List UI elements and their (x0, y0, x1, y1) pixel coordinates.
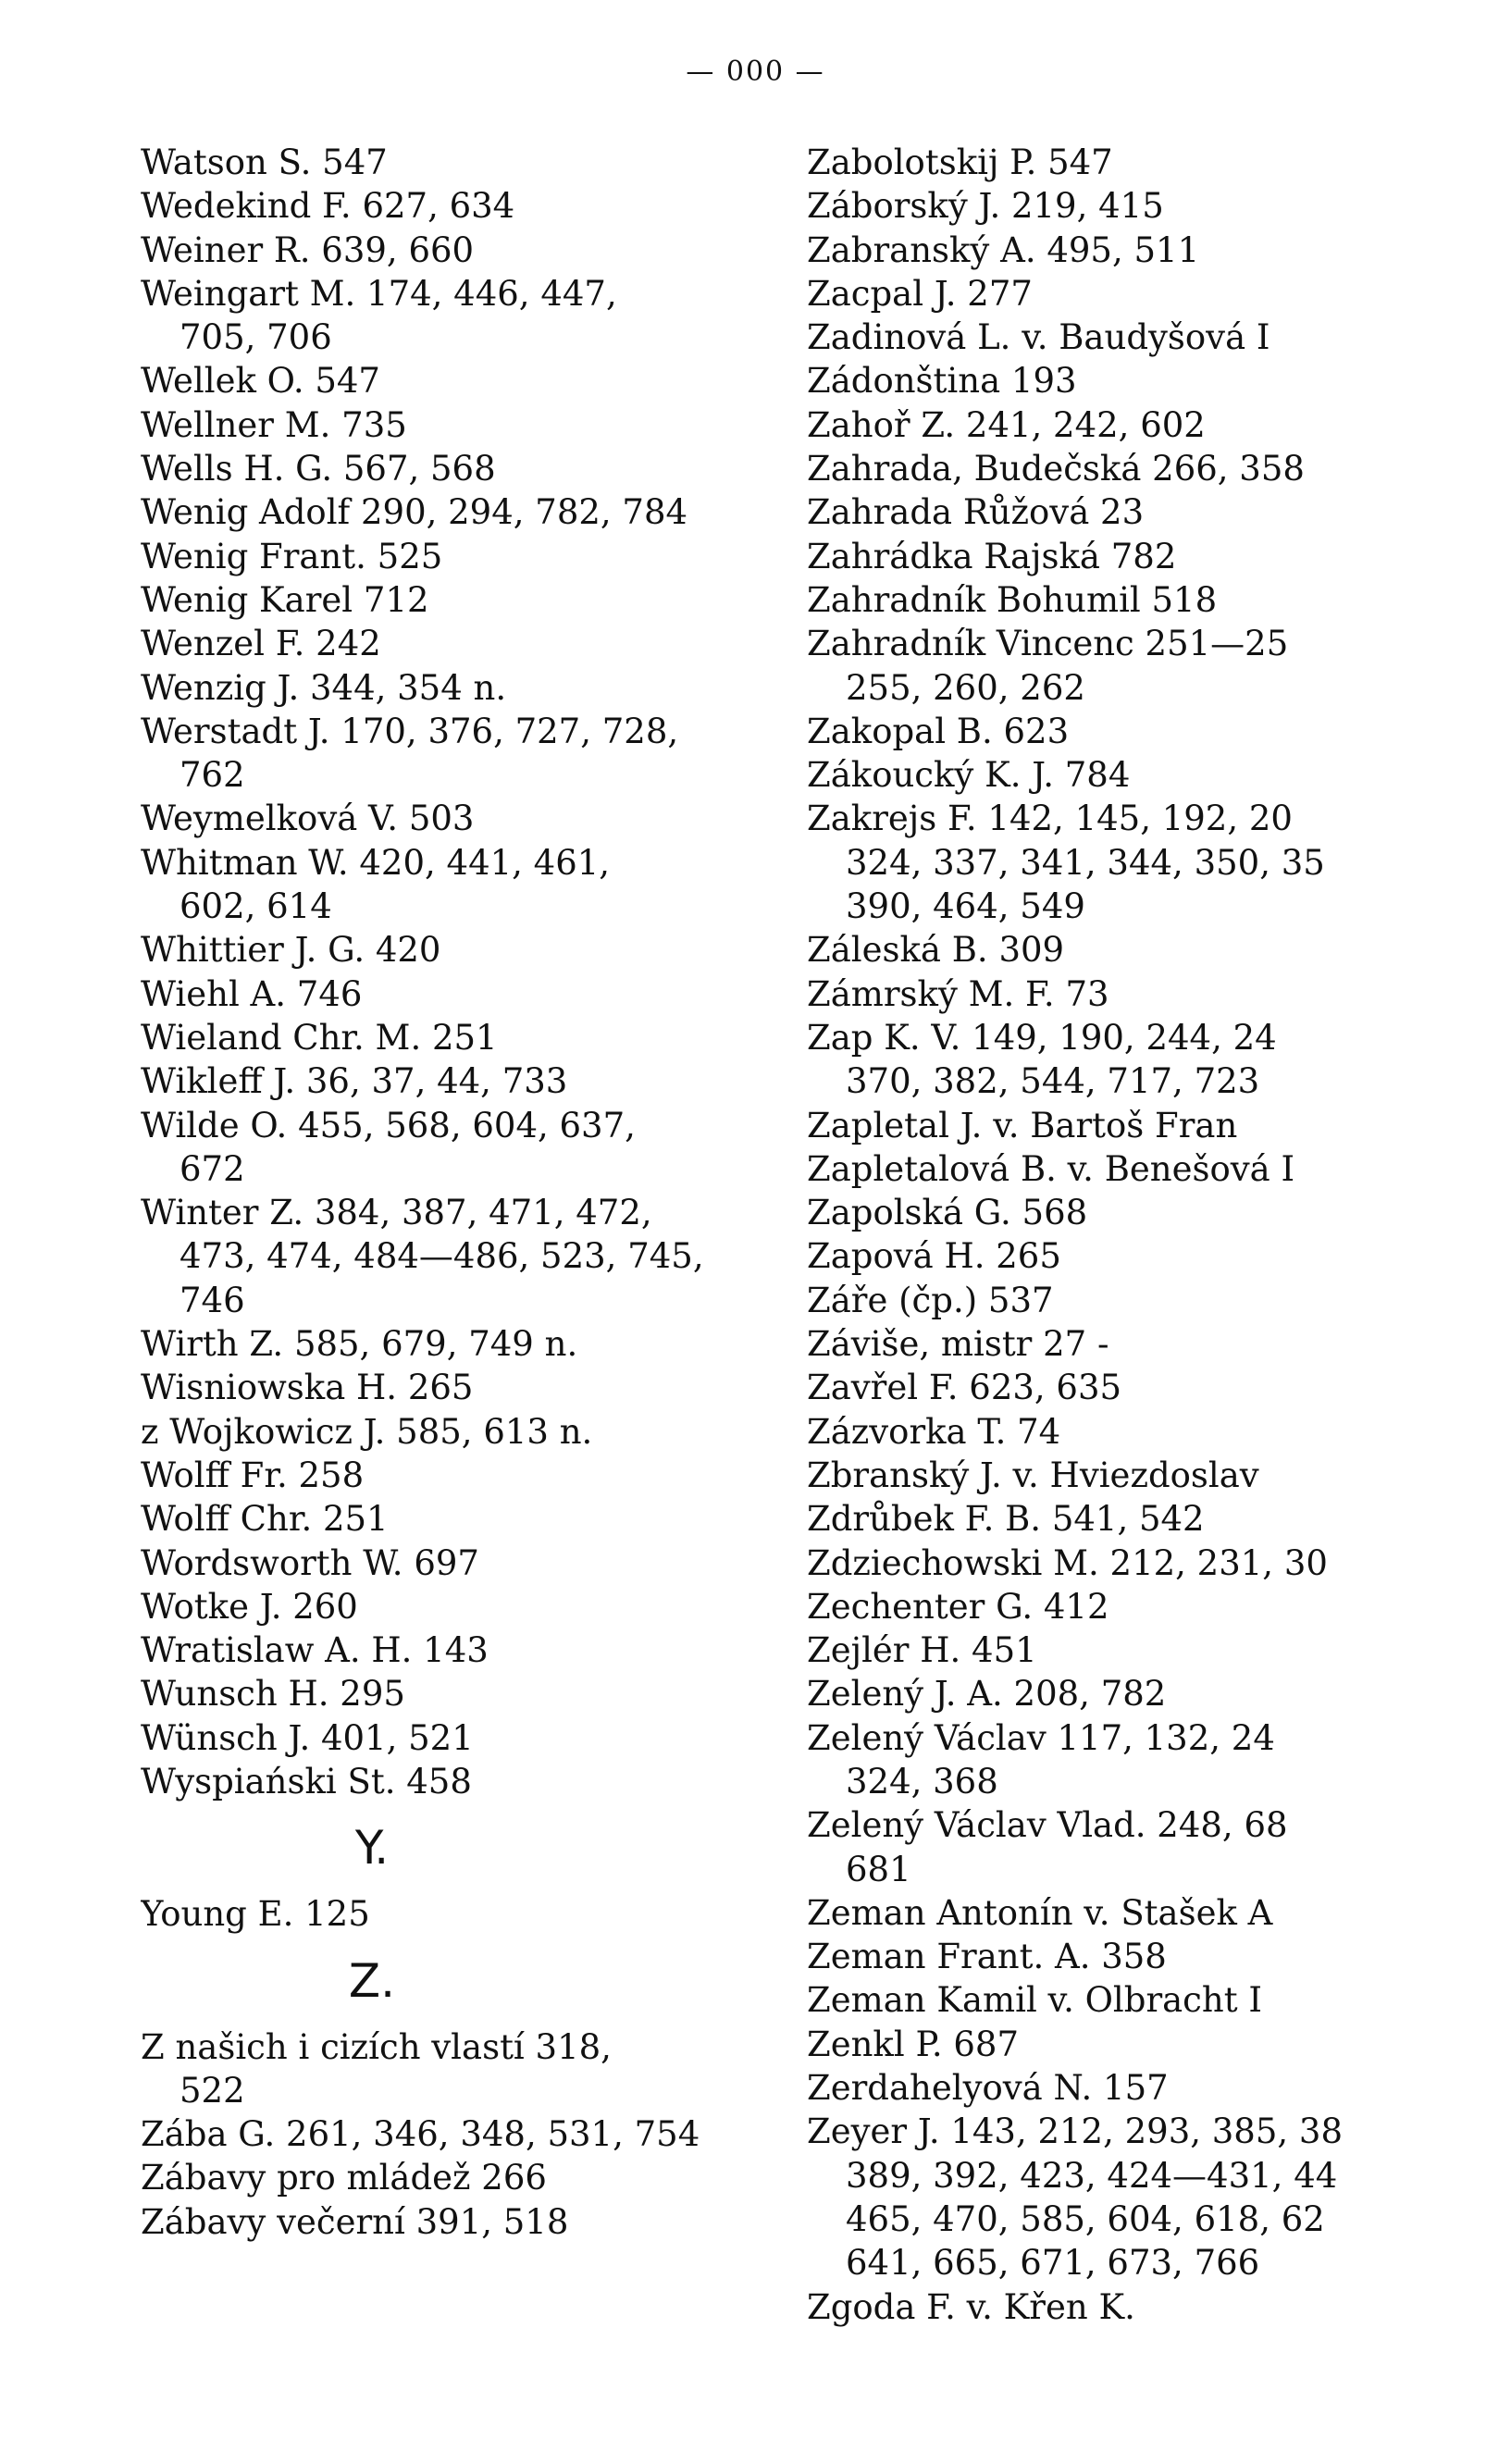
index-entry (141, 1454, 751, 1497)
index-entry (141, 1322, 751, 1366)
index-entry (141, 710, 751, 798)
entries-w (141, 141, 751, 1803)
entry-line: Zabranský A. 495, 511 (807, 229, 1200, 270)
index-entry (807, 1585, 1455, 1628)
index-entry (141, 1191, 751, 1322)
entry-line: Záviše, mistr 27 - (807, 1324, 1109, 1365)
entry-continuation-line: 672 (180, 1148, 245, 1189)
index-entry (807, 1410, 1455, 1454)
entry-continuation-line: 389, 392, 423, 424—431, 44 (846, 2155, 1338, 2196)
index-entry (141, 928, 751, 972)
entry-line: Wells H. G. 567, 568 (141, 449, 496, 489)
index-entry (141, 403, 751, 447)
index-entry (807, 447, 1455, 490)
index-entry (807, 359, 1455, 402)
entry-line: Wisniowska H. 265 (141, 1368, 474, 1408)
entry-line: Zap K. V. 149, 190, 244, 24 (807, 1017, 1277, 1058)
entry-continuation-line: 465, 470, 585, 604, 618, 62 (846, 2198, 1325, 2239)
index-entry (807, 184, 1455, 228)
entry-line: Z našich i cizích vlastí 318, (141, 2026, 612, 2067)
index-entry (141, 490, 751, 534)
index-column-right (807, 141, 1455, 2329)
entry-line: Zábavy pro mládež 266 (141, 2158, 547, 2198)
entry-line: Zdziechowski M. 212, 231, 30 (807, 1542, 1328, 1583)
entry-line: Zapová H. 265 (807, 1236, 1061, 1277)
entry-line: Zgoda F. v. Křen K. (807, 2286, 1135, 2327)
entry-line: Zahrada Růžová 23 (807, 492, 1145, 533)
index-entry (141, 1104, 751, 1192)
index-entry (807, 797, 1455, 928)
entry-line: Zázvorka T. 74 (807, 1411, 1061, 1452)
index-entry (807, 1891, 1455, 1935)
index-entry (807, 1716, 1455, 1804)
index-entry (807, 928, 1455, 972)
index-entry (807, 272, 1455, 316)
index-entry (807, 403, 1455, 447)
entry-line: z Wojkowicz J. 585, 613 n. (141, 1411, 593, 1452)
entry-line: Zadinová L. v. Baudyšová I (807, 317, 1270, 358)
entry-continuation-line: 602, 614 (180, 886, 332, 927)
entry-line: Wenzig J. 344, 354 n. (141, 667, 507, 708)
entry-line: Wellner M. 735 (141, 404, 407, 445)
index-entry (141, 359, 751, 402)
index-entry (807, 1672, 1455, 1715)
entry-line: Wirth Z. 585, 679, 749 n. (141, 1324, 578, 1365)
entry-continuation-line: 370, 382, 544, 717, 723 (846, 1061, 1260, 1102)
section-heading-z: Z. (348, 1953, 396, 2008)
index-entry (807, 1016, 1455, 1104)
entry-line: Zába G. 261, 346, 348, 531, 754 (141, 2114, 700, 2155)
index-entry (141, 1672, 751, 1715)
page-marker: — 000 — (686, 56, 825, 88)
entry-line: Zakrejs F. 142, 145, 192, 20 (807, 799, 1293, 839)
entry-line: Zacpal J. 277 (807, 273, 1033, 314)
index-entry (141, 229, 751, 272)
index-entry (141, 1585, 751, 1628)
entry-line: Zeman Kamil v. Olbracht I (807, 1980, 1262, 2021)
entry-line: Zámrský M. F. 73 (807, 973, 1109, 1014)
index-entry (141, 1410, 751, 1454)
index-entry (141, 1016, 751, 1059)
entry-line: Zapletal J. v. Bartoš Fran (807, 1105, 1238, 1145)
entry-line: Záře (čp.) 537 (807, 1280, 1054, 1320)
entries-y (141, 1892, 751, 1936)
index-entry (807, 1234, 1455, 1278)
entry-line: Winter Z. 384, 387, 471, 472, (141, 1193, 652, 1233)
entry-line: Zapletalová B. v. Benešová I (807, 1148, 1295, 1189)
entry-line: Zábavy večerní 391, 518 (141, 2201, 569, 2242)
entry-line: Zeman Frant. A. 358 (807, 1937, 1167, 1977)
index-entry (807, 972, 1455, 1016)
entry-line: Weiner R. 639, 660 (141, 229, 475, 270)
entry-line: Zechenter G. 412 (807, 1586, 1109, 1627)
entry-line: Záborský J. 219, 415 (807, 186, 1164, 227)
entry-line: Zákoucký K. J. 784 (807, 755, 1131, 796)
entry-line: Zahradník Vincenc 251—25 (807, 624, 1289, 664)
entry-line: Zeman Antonín v. Stašek A (807, 1892, 1273, 1933)
index-entry (807, 1454, 1455, 1497)
index-entry (141, 972, 751, 1016)
index-entry (141, 535, 751, 578)
index-entry (807, 578, 1455, 622)
index-entry (807, 1147, 1455, 1191)
entry-continuation-line: 705, 706 (180, 317, 332, 358)
index-entry (141, 1892, 751, 1936)
entry-line: Wyspiański St. 458 (141, 1761, 472, 1802)
entry-line: Wordsworth W. 697 (141, 1542, 479, 1583)
entry-line: Zelený Václav Vlad. 248, 68 (807, 1805, 1288, 1846)
index-entry (141, 272, 751, 360)
index-entry (141, 841, 751, 929)
index-entry (807, 316, 1455, 359)
index-entry (807, 1322, 1455, 1366)
entry-line: Zakopal B. 623 (807, 711, 1070, 751)
entry-line: Wilde O. 455, 568, 604, 637, (141, 1105, 636, 1145)
entry-line: Zahradník Bohumil 518 (807, 579, 1218, 620)
index-entry (141, 184, 751, 228)
entry-line: Weingart M. 174, 446, 447, (141, 273, 617, 314)
index-entry (141, 622, 751, 665)
index-entry (141, 1716, 751, 1760)
entry-line: Zahrada, Budečská 266, 358 (807, 449, 1305, 489)
index-entry (141, 1628, 751, 1672)
index-entry (807, 1803, 1455, 1891)
entry-continuation-line: 473, 474, 484—486, 523, 745, (180, 1236, 704, 1277)
index-entry (807, 1104, 1455, 1147)
index-entry (807, 1542, 1455, 1585)
index-entry (807, 1935, 1455, 1978)
index-entry (141, 1366, 751, 1409)
entry-line: Wünsch J. 401, 521 (141, 1717, 474, 1758)
entry-line: Záleská B. 309 (807, 930, 1065, 971)
entry-line: Zenkl P. 687 (807, 2024, 1019, 2064)
index-entry (141, 1760, 751, 1803)
index-entry (807, 753, 1455, 797)
index-entry (141, 797, 751, 840)
entry-continuation-line: 522 (180, 2070, 245, 2111)
entry-line: Zabolotskij P. 547 (807, 142, 1113, 182)
entry-line: Wotke J. 260 (141, 1586, 358, 1627)
entry-line: Wenzel F. 242 (141, 624, 381, 664)
entry-line: Werstadt J. 170, 376, 727, 728, (141, 711, 679, 751)
index-entry (807, 2023, 1455, 2066)
index-entry (141, 1497, 751, 1541)
entry-line: Zejlér H. 451 (807, 1630, 1037, 1671)
index-entry (141, 2200, 751, 2244)
entry-line: Wunsch H. 295 (141, 1674, 405, 1715)
index-entry (807, 2066, 1455, 2110)
index-entry (807, 1279, 1455, 1322)
index-entry (807, 2110, 1455, 2284)
entry-continuation-line: 762 (180, 755, 245, 796)
index-entry (807, 1628, 1455, 1672)
index-entry (807, 710, 1455, 753)
entry-line: Whittier J. G. 420 (141, 930, 441, 971)
entry-line: Young E. 125 (141, 1894, 370, 1935)
entry-line: Zádonština 193 (807, 361, 1077, 402)
entry-line: Wolff Chr. 251 (141, 1499, 389, 1540)
index-entry (807, 622, 1455, 710)
entries-z-continued (807, 141, 1455, 2329)
entry-line: Wellek O. 547 (141, 361, 380, 402)
entry-line: Whitman W. 420, 441, 461, (141, 842, 611, 883)
index-entry (141, 1059, 751, 1103)
entry-continuation-line: 681 (846, 1849, 911, 1889)
entry-continuation-line: 746 (180, 1280, 245, 1320)
entry-line: Zelený J. A. 208, 782 (807, 1674, 1167, 1715)
entry-line: Wolff Fr. 258 (141, 1455, 365, 1495)
index-entry (141, 2156, 751, 2199)
entry-line: Zahrádka Rajská 782 (807, 536, 1177, 576)
entry-line: Zelený Václav 117, 132, 24 (807, 1717, 1275, 1758)
entry-line: Wenig Karel 712 (141, 579, 429, 620)
entry-line: Wikleff J. 36, 37, 44, 733 (141, 1061, 568, 1102)
index-entry (141, 2112, 751, 2156)
entry-line: Watson S. 547 (141, 142, 388, 182)
entry-line: Wieland Chr. M. 251 (141, 1017, 498, 1058)
index-entry (807, 1191, 1455, 1234)
section-heading-y: Y. (354, 1821, 390, 1876)
index-entry (141, 666, 751, 710)
entry-continuation-line: 324, 337, 341, 344, 350, 35 (846, 842, 1325, 883)
entry-continuation-line: 390, 464, 549 (846, 886, 1085, 927)
index-entry (141, 578, 751, 622)
index-entry (807, 1978, 1455, 2022)
index-column-left (141, 141, 751, 2244)
entry-line: Wenig Frant. 525 (141, 536, 443, 576)
index-entry (807, 1366, 1455, 1409)
index-entry (807, 229, 1455, 272)
entry-continuation-line: 255, 260, 262 (846, 667, 1085, 708)
index-entry (807, 1497, 1455, 1541)
entry-line: Zerdahelyová N. 157 (807, 2068, 1169, 2109)
entry-line: Weymelková V. 503 (141, 799, 475, 839)
entry-line: Zapolská G. 568 (807, 1193, 1088, 1233)
entry-line: Zeyer J. 143, 212, 293, 385, 38 (807, 2111, 1343, 2152)
index-entry (141, 2025, 751, 2113)
entry-line: Wratislaw A. H. 143 (141, 1630, 489, 1671)
entry-line: Wedekind F. 627, 634 (141, 186, 515, 227)
entries-z (141, 2025, 751, 2244)
index-entry (807, 490, 1455, 534)
entry-line: Wiehl A. 746 (141, 973, 363, 1014)
index-entry (141, 1542, 751, 1585)
index-entry (807, 2285, 1455, 2329)
index-entry (807, 535, 1455, 578)
entry-line: Zahoř Z. 241, 242, 602 (807, 404, 1206, 445)
index-entry (807, 141, 1455, 184)
entry-continuation-line: 324, 368 (846, 1761, 998, 1802)
entry-continuation-line: 641, 665, 671, 673, 766 (846, 2243, 1260, 2284)
index-entry (141, 447, 751, 490)
entry-line: Zbranský J. v. Hviezdoslav (807, 1455, 1259, 1495)
index-entry (141, 141, 751, 184)
entry-line: Wenig Adolf 290, 294, 782, 784 (141, 492, 688, 533)
entry-line: Zavřel F. 623, 635 (807, 1368, 1122, 1408)
entry-line: Zdrůbek F. B. 541, 542 (807, 1499, 1205, 1540)
